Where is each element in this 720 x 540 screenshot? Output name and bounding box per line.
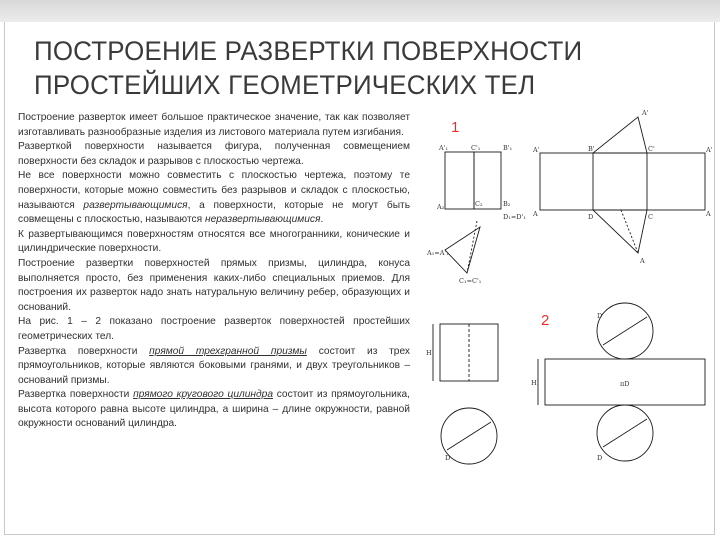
term-prism: прямой трехгранной призмы: [149, 345, 307, 357]
label-a-prime-left: A': [533, 146, 540, 154]
p8-part-a: Развертка поверхности: [18, 389, 134, 401]
development-strip: [540, 153, 705, 210]
label-h-right: H: [531, 379, 537, 387]
paragraph-5: Построение развертки поверхностей прямых призмы, цилиндра, конуса выполняется просто, без применения каких-либо специальных приемов. Для построения их разверток надо знать натуральную величину ребер, образующих и оснований.: [18, 257, 410, 313]
slide-title: [34, 34, 668, 102]
prism-drawing: [425, 105, 712, 292]
paragraph-6: На рис. 1 – 2 показано построение разверток поверхностей простейших геометрических тел.: [18, 316, 410, 342]
label-b1: B'₁: [503, 144, 513, 152]
label-a-left: A: [533, 210, 538, 218]
term-non-developable: неразвертывающимися: [204, 214, 321, 226]
label-d-left-circle: D: [445, 454, 451, 462]
p8-part-c: состоит из прямоугольника, высота которого равна высоте цилиндра, а ширина – длине окружности, равной окружности оснований цилиндра.: [18, 389, 410, 430]
cylinder-front-view: [440, 324, 498, 381]
label-d-bottom: D: [597, 454, 603, 462]
label-c2: C₂: [475, 200, 483, 208]
paragraph-8: [18, 388, 410, 432]
development-top-triangle: [593, 117, 647, 153]
label-b-prime: B': [588, 145, 595, 153]
label-a-bottom: A: [640, 257, 645, 265]
label-b2: B₂: [503, 200, 511, 208]
label-a1: A'₁: [439, 144, 449, 152]
paragraph-1: Построение разверток имеет большое практическое значение, так как позволяет изготавливать разнообразные изделия из листового материала путем изгибания.: [18, 112, 410, 138]
paragraph-2: Разверткой поверхности называется фигура, полученная совмещением поверхности без складок и разрывов с плоскостью чертежа.: [18, 141, 410, 167]
label-a-prime-top: A': [642, 109, 649, 117]
figure-2-number: 2: [541, 312, 550, 329]
label-c1b: C₁=C'₁: [459, 277, 482, 285]
label-h-left: H: [426, 349, 432, 357]
label-c-prime: C': [648, 145, 655, 153]
label-d-top: D: [597, 312, 603, 320]
p7-part-a: Развертка поверхности: [18, 345, 150, 357]
label-d: D: [588, 213, 594, 221]
paragraph-4: К развертывающимся поверхностям относятся все многогранники, конические и цилиндрические поверхности.: [18, 228, 410, 255]
p3-part-c: , а поверхности, которые не могут быть совмещены с плоскостью, называются: [18, 199, 411, 226]
cylinder-drawing: [425, 300, 712, 480]
p7-part-c: состоит из трех прямоугольников, которые являются боковыми гранями, и двух треугольников – оснований призмы.: [18, 345, 410, 386]
label-a2: A₂: [437, 203, 445, 211]
paragraph-3: [18, 169, 410, 227]
figure-cylinder-development: [425, 300, 712, 480]
term-developable: развертывающимися: [83, 199, 188, 211]
label-c1: C'₁: [471, 144, 481, 152]
term-cylinder: прямого кругового цилиндра: [133, 389, 273, 401]
label-c: C: [648, 213, 653, 221]
figure-1-number: 1: [451, 119, 460, 136]
prism-front-view-left: [445, 152, 474, 209]
figure-prism-development: [425, 105, 712, 292]
body-text: [18, 111, 410, 432]
label-pi-d: πD: [620, 380, 630, 388]
label-a1b: A₁=A'₁: [427, 249, 449, 257]
p3-part-a: Не все поверхности можно совместить с плоскостью чертежа, поэтому те поверхности, которые можно совместить без разрывов и складок с плоскостью, называются: [18, 170, 410, 211]
label-a-prime-right: A': [706, 146, 712, 154]
slide-top-bar: [0, 0, 720, 22]
p3-part-e: .: [320, 214, 324, 226]
title-line-1: ПОСТРОЕНИЕ РАЗВЕРТКИ ПОВЕРХНОСТИ: [34, 36, 583, 66]
label-a-right: A: [706, 210, 711, 218]
title-line-2: ПРОСТЕЙШИХ ГЕОМЕТРИЧЕСКИХ ТЕЛ: [34, 70, 536, 100]
development-bottom-triangle: [593, 210, 647, 253]
paragraph-7: [18, 345, 410, 389]
label-d1: D₁=D'₁: [503, 213, 526, 221]
